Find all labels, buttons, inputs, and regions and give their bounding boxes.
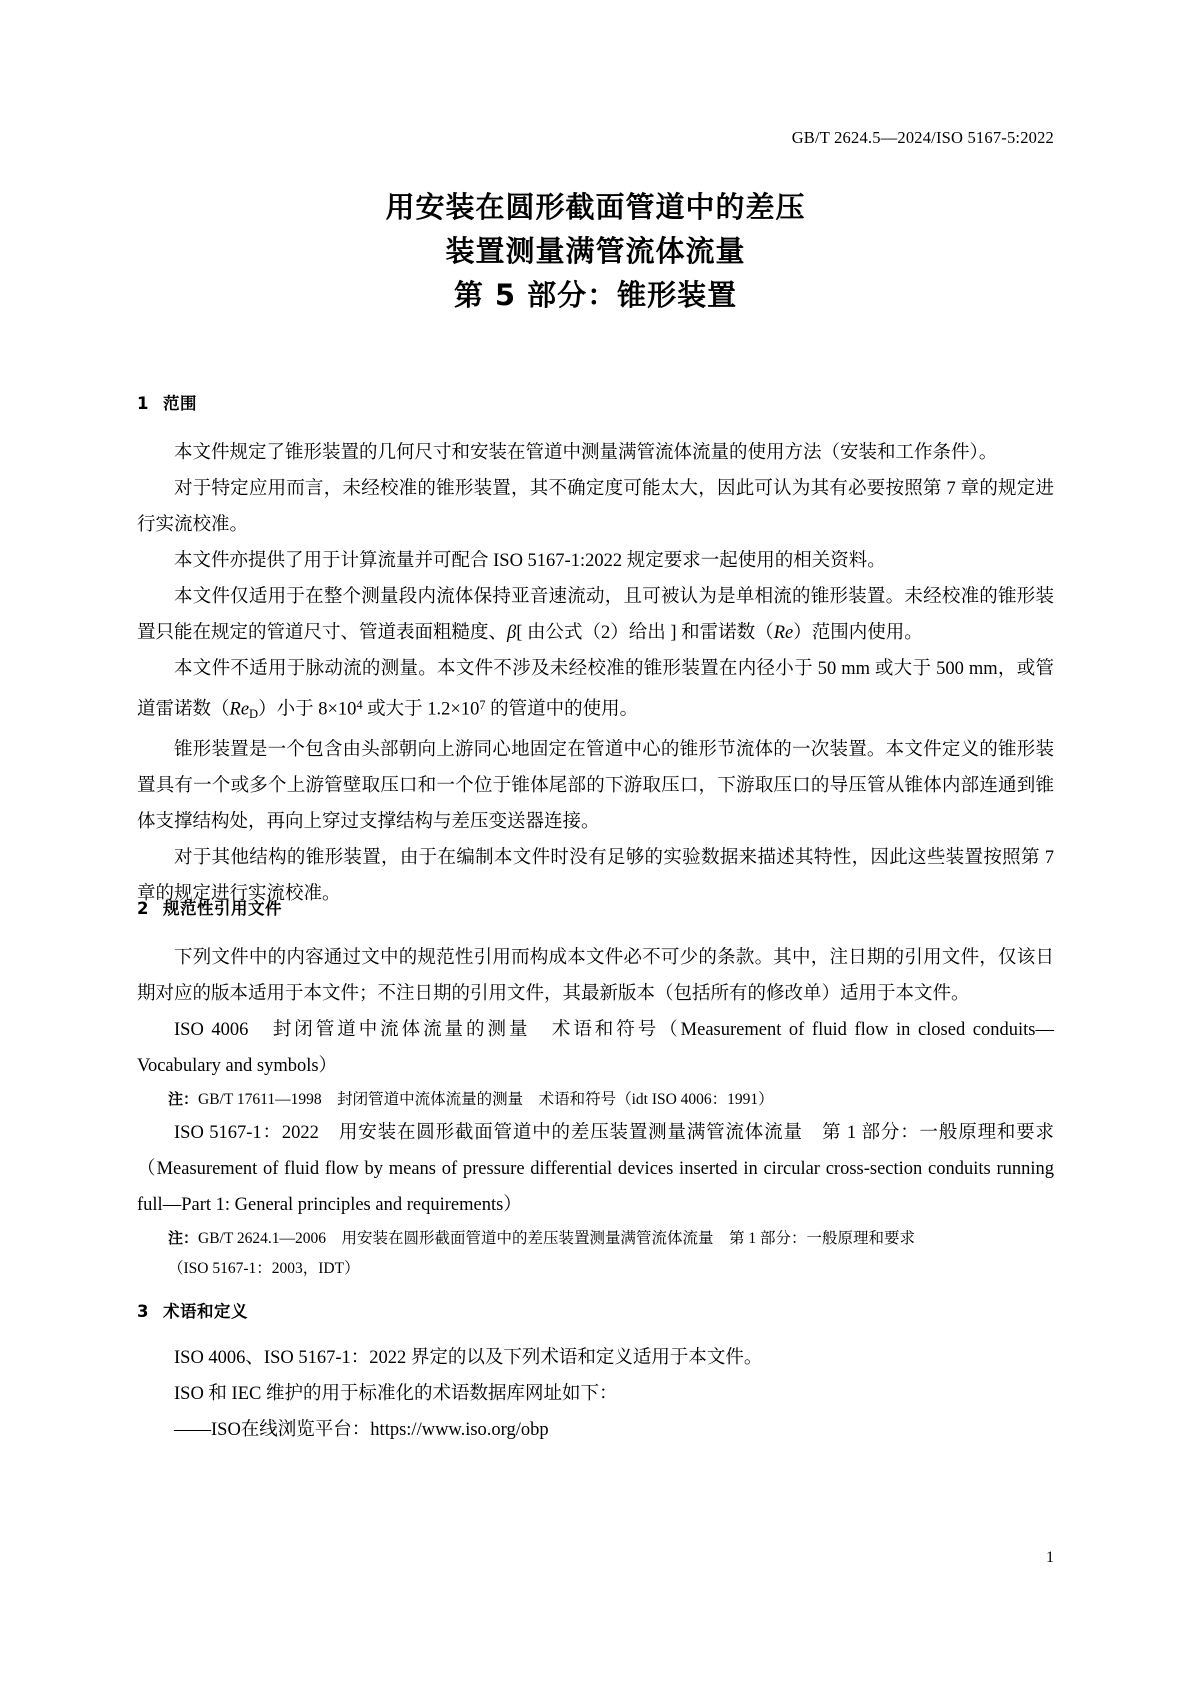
note-label: 注： xyxy=(168,1090,199,1108)
section-number-3: 3 xyxy=(137,1302,149,1321)
exponent-4: 4 xyxy=(356,698,363,712)
title-line-1: 用安装在圆形截面管道中的差压 xyxy=(385,190,806,224)
reference-entry: ISO 4006 封闭管道中流体流量的测量 术语和符号（Measurement of fluid flow in closed conduits—Vocabulary and symbols） xyxy=(137,1020,1054,1076)
paragraph: 锥形装置是一个包含由头部朝向上游同心地固定在管道中心的锥形节流体的一次装置。本文件定义的锥形装置具有一个或多个上游管壁取压口和一个位于锥体尾部的下游取压口，下游取压口的导压管从锥体内部连通到锥体支撑结构处，再向上穿过支撑结构与差压变送器连接。 xyxy=(137,740,1054,833)
note-text: GB/T 17611—1998 封闭管道中流体流量的测量 术语和符号（idt ISO 4006：1991） xyxy=(198,1091,774,1108)
page-content xyxy=(137,0,1054,1684)
section-title-1: 范围 xyxy=(162,394,197,413)
reference-note xyxy=(137,1084,1054,1115)
section-title-2: 规范性引用文件 xyxy=(162,899,282,918)
page-title xyxy=(137,185,1054,317)
section-3-body xyxy=(137,1340,1054,1448)
section-heading-2 xyxy=(137,895,282,919)
paragraph: ISO 和 IEC 维护的用于标准化的术语数据库网址如下： xyxy=(174,1384,618,1404)
paragraph: ISO 4006、ISO 5167-1：2022 界定的以及下列术语和定义适用于本文件。 xyxy=(174,1348,763,1368)
beta-symbol: β xyxy=(507,623,517,643)
paragraph: 下列文件中的内容通过文中的规范性引用而构成本文件必不可少的条款。其中，注日期的引用文件，仅该日期对应的版本适用于本文件；不注日期的引用文件，其最新版本（包括所有的修改单）适用于本文件。 xyxy=(137,948,1054,1004)
note-text: GB/T 2624.1—2006 用安装在圆形截面管道中的差压装置测量满管流体流量 第 1 部分：一般原理和要求 xyxy=(198,1230,916,1247)
reynolds-symbol: Re xyxy=(773,623,794,643)
title-line-2: 装置测量满管流体流量 xyxy=(445,234,746,268)
paragraph: 本文件亦提供了用于计算流量并可配合 ISO 5167-1:2022 规定要求一起使用的相关资料。 xyxy=(174,551,886,571)
paragraph: 对于特定应用而言，未经校准的锥形装置，其不确定度可能太大，因此可认为其有必要按照第 7 章的规定进行实流校准。 xyxy=(137,479,1054,535)
running-head: GB/T 2624.5—2024/ISO 5167-5:2022 xyxy=(791,128,1054,147)
section-1-body xyxy=(137,435,1054,912)
section-number-1: 1 xyxy=(137,394,149,413)
reynolds-d-subscript: D xyxy=(249,707,259,722)
paragraph: 本文件仅适用于在整个测量段内流体保持亚音速流动，且可被认为是单相流的锥形装置。未经校准的锥形装置只能在规定的管道尺寸、管道表面粗糙度、β[ 由公式（2）给出 ] 和雷诺数（Re）范围内使用。 xyxy=(137,587,1054,643)
section-2-body xyxy=(137,940,1054,1284)
section-title-3: 术语和定义 xyxy=(162,1302,248,1321)
paragraph: 本文件不适用于脉动流的测量。本文件不涉及未经校准的锥形装置在内径小于 50 mm 或大于 500 mm，或管道雷诺数$(Re_D)$小于 $8\times 10^4$ 或大于 $1.2\times 10^7$ 的管道中的使用。 xyxy=(137,659,1054,722)
note-continuation: （ISO 5167-1：2003，IDT） xyxy=(168,1260,360,1277)
list-item: ——ISO在线浏览平台：https://www.iso.org/obp xyxy=(174,1420,549,1440)
reference-entry: ISO 5167-1：2022 用安装在圆形截面管道中的差压装置测量满管流体流量 第 1 部分：一般原理和要求（Measurement of fluid flow by means of pressure differential devices inserted in circular cross-section conduits running full—Part 1: General principles and requirements） xyxy=(137,1123,1054,1215)
note-label: 注： xyxy=(168,1229,199,1247)
exponent-7: 7 xyxy=(479,698,486,712)
title-line-3: 第 5 部分：锥形装置 xyxy=(453,278,738,312)
reference-note xyxy=(137,1223,1054,1254)
page-number: 1 xyxy=(1046,1549,1054,1566)
section-heading-1 xyxy=(137,390,197,414)
section-heading-3 xyxy=(137,1298,248,1322)
paragraph: 本文件规定了锥形装置的几何尺寸和安装在管道中测量满管流体流量的使用方法（安装和工作条件）。 xyxy=(174,443,998,463)
section-number-2: 2 xyxy=(137,899,149,918)
paragraph: 对于其他结构的锥形装置，由于在编制本文件时没有足够的实验数据来描述其特性，因此这些装置按照第 7 章的规定进行实流校准。 xyxy=(137,848,1054,905)
reynolds-d-symbol: Re xyxy=(229,699,250,720)
